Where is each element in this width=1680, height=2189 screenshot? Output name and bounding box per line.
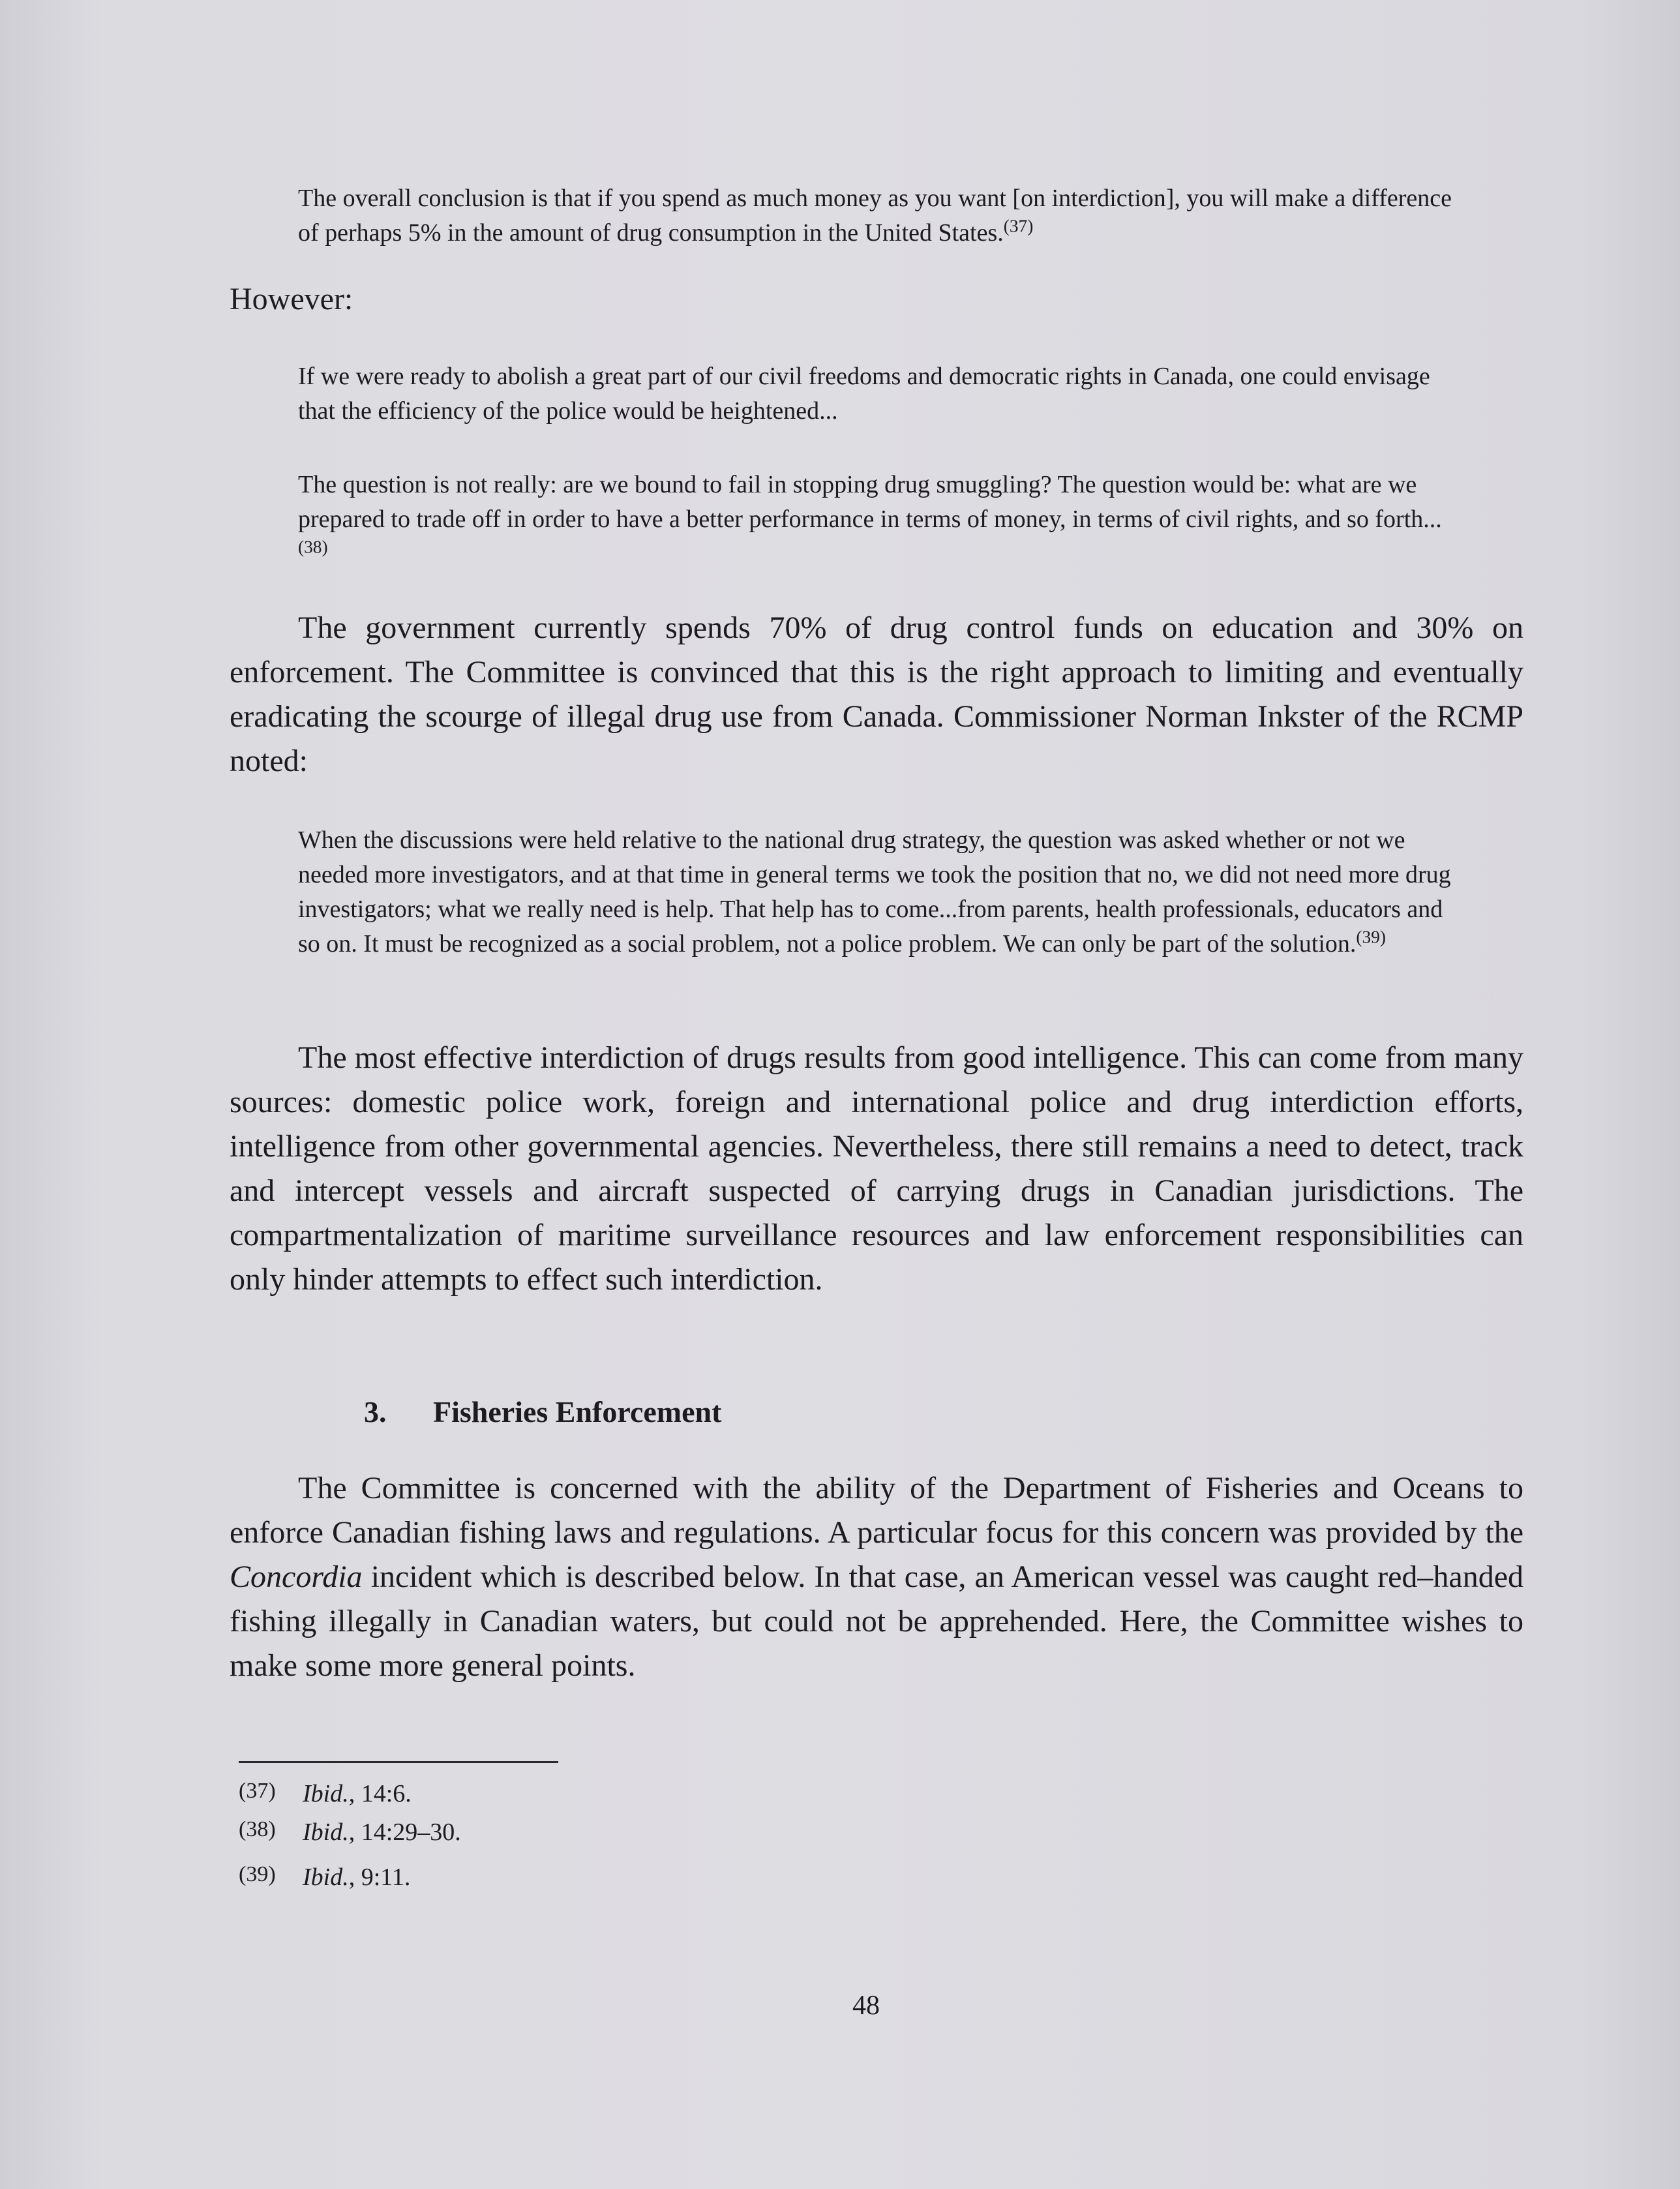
block-quote-3 [298,468,1459,571]
block-quote-1 [298,181,1459,250]
footnote-source: Ibid. [303,1780,349,1807]
footnote-39 [239,1861,410,1894]
footnote-mark: (38) [239,1817,276,1841]
footnote-divider [239,1761,558,1763]
section-title: Fisheries Enforcement [433,1395,722,1428]
section-number: 3. [364,1395,387,1428]
footnote-mark: (37) [239,1779,276,1803]
footnote-source: Ibid. [303,1819,349,1846]
paragraph-fisheries [230,1466,1523,1688]
paragraph-education-spending: The government currently spends 70% of drug control funds on education and 30% on enforcement. The Committee is convinced that this is the right approach to limiting and eventually eradicating the scourge of illegal drug use from Canada. Commissioner Norman Inkster of the RCMP noted: [230,611,1523,778]
quote-2-text: If we were ready to abolish a great part of our civil freedoms and democratic rights in Canada, one could envisage that the efficiency of the police would be heightened... [298,363,1430,425]
footnote-mark: (39) [239,1862,276,1886]
quote-4-text: When the discussions were held relative to the national drug strategy, the question was asked whether or not we needed more investigators, and at that time in general terms we took the position that no, we did not need more drug investigators; what we really need is help. That help has to come...from parents, health professionals, educators and so on. It must be recognized as a social problem, not a police problem. We can only be part of the solution. [298,826,1451,958]
paragraph-fisheries-end: incident which is described below. In that case, an American vessel was caught red–handed fishing illegally in Canadian waters, but could not be apprehended. Here, the Committee wishes to make some more general points. [230,1560,1523,1683]
footnote-ref-38[interactable]: (38) [298,537,328,557]
footnote-ref-37[interactable]: (37) [1003,216,1034,236]
section-heading [364,1393,721,1432]
footnote-ref-39[interactable]: (39) [1356,927,1387,947]
quote-3-text: The question is not really: are we bound to fail in stopping drug smuggling? The question would be: what are we prepared to trade off in order to have a better performance in terms of money, in terms of civil rights, and so forth... [298,471,1442,533]
block-quote-4 [298,823,1459,961]
footnote-ref: , 14:29–30. [348,1819,461,1846]
page-number: 48 [852,1991,880,2021]
vessel-name: Concordia [230,1560,363,1594]
quote-1-text: The overall conclusion is that if you spend as much money as you want [on interdiction], you will make a difference of perhaps 5% in the amount of drug consumption in the United States. [298,185,1452,247]
footnote-ref: , 9:11. [348,1864,411,1891]
paragraph-fisheries-start: The Committee is concerned with the ability of the Department of Fisheries and Oceans to enforce Canadian fishing laws and regulations. A particular focus for this concern was provided by the [230,1471,1523,1550]
footnote-38 [239,1816,461,1849]
block-quote-2 [298,359,1459,429]
however-line: However: [230,282,353,316]
paragraph-interdiction: The most effective interdiction of drugs results from good intelligence. This can come from many sources: domestic police work, foreign and international police and drug interdiction efforts, intelligence from other governmental agencies. Nevertheless, there still remains a need to detect, track and intercept vessels and aircraft suspected of carrying drugs in Canadian jurisdictions. The compartmentalization of maritime surveillance resources and law enforcement responsibilities can only hinder attempts to effect such interdiction. [230,1040,1523,1297]
footnote-37 [239,1777,412,1810]
footnote-source: Ibid. [303,1864,349,1891]
footnote-ref: , 14:6. [348,1780,412,1807]
